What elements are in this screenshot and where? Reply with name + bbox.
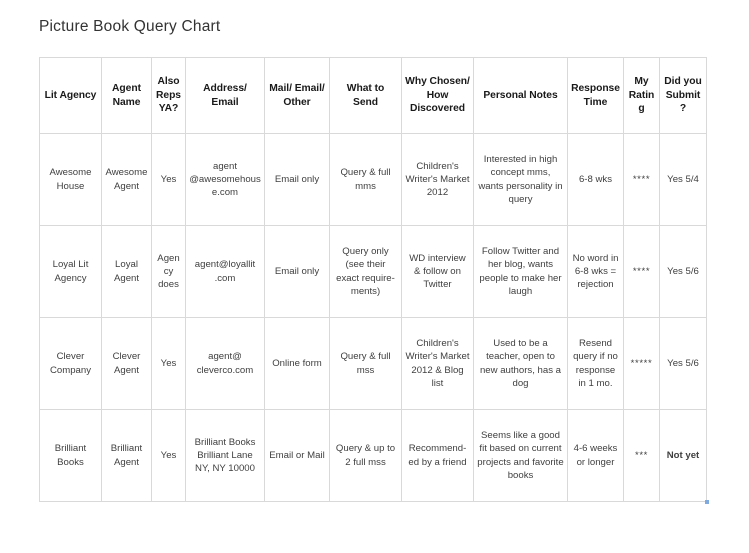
cell-also-reps-ya[interactable]: Yes (152, 318, 186, 410)
query-table-container (39, 57, 706, 502)
cell-also-reps-ya[interactable]: Yes (152, 410, 186, 502)
cell-did-you-submit[interactable]: Yes 5/6 (660, 318, 707, 410)
cell-what-to-send[interactable]: Query & up to 2 full mss (330, 410, 402, 502)
table-row (40, 134, 707, 226)
cell-why-chosen[interactable]: Recommend-ed by a friend (402, 410, 474, 502)
column-header-address-email[interactable]: Address/ Email (186, 58, 265, 134)
cell-agent-name[interactable]: Awesome Agent (102, 134, 152, 226)
column-header-why-chosen[interactable]: Why Chosen/ How Discovered (402, 58, 474, 134)
cell-my-rating[interactable]: **** (624, 226, 660, 318)
cell-lit-agency[interactable]: Clever Company (40, 318, 102, 410)
column-header-my-rating[interactable]: My Rating (624, 58, 660, 134)
cell-also-reps-ya[interactable]: Agency does (152, 226, 186, 318)
cell-personal-notes[interactable]: Interested in high concept mms, wants personality in query (474, 134, 568, 226)
table-header-row (40, 58, 707, 134)
column-header-personal-notes[interactable]: Personal Notes (474, 58, 568, 134)
cell-lit-agency[interactable]: Brilliant Books (40, 410, 102, 502)
cell-did-you-submit[interactable]: Yes 5/6 (660, 226, 707, 318)
cell-mail-email-other[interactable]: Email only (265, 134, 330, 226)
cell-personal-notes[interactable]: Follow Twitter and her blog, wants people to make her laugh (474, 226, 568, 318)
cell-personal-notes[interactable]: Seems like a good fit based on current projects and favorite books (474, 410, 568, 502)
cell-mail-email-other[interactable]: Online form (265, 318, 330, 410)
cell-why-chosen[interactable]: Children's Writer's Market 2012 (402, 134, 474, 226)
cell-my-rating[interactable]: *** (624, 410, 660, 502)
query-chart-table (39, 57, 707, 502)
column-header-agent-name[interactable]: Agent Name (102, 58, 152, 134)
cell-response-time[interactable]: 6-8 wks (568, 134, 624, 226)
cell-my-rating[interactable]: ***** (624, 318, 660, 410)
cell-lit-agency[interactable]: Loyal Lit Agency (40, 226, 102, 318)
cell-address-email[interactable]: agent @awesomehouse.com (186, 134, 265, 226)
cell-did-you-submit[interactable]: Yes 5/4 (660, 134, 707, 226)
cell-personal-notes[interactable]: Used to be a teacher, open to new authors, has a dog (474, 318, 568, 410)
cell-agent-name[interactable]: Clever Agent (102, 318, 152, 410)
cell-address-email[interactable]: agent@loyallit .com (186, 226, 265, 318)
column-header-also-reps-ya[interactable]: Also Reps YA? (152, 58, 186, 134)
column-header-response-time[interactable]: Response Time (568, 58, 624, 134)
cell-response-time[interactable]: 4-6 weeks or longer (568, 410, 624, 502)
cell-mail-email-other[interactable]: Email or Mail (265, 410, 330, 502)
cell-agent-name[interactable]: Loyal Agent (102, 226, 152, 318)
column-header-mail-email-other[interactable]: Mail/ Email/ Other (265, 58, 330, 134)
cell-what-to-send[interactable]: Query only (see their exact require-ments) (330, 226, 402, 318)
cell-response-time[interactable]: Resend query if no response in 1 mo. (568, 318, 624, 410)
cell-why-chosen[interactable]: Children's Writer's Market 2012 & Blog list (402, 318, 474, 410)
cell-mail-email-other[interactable]: Email only (265, 226, 330, 318)
cell-what-to-send[interactable]: Query & full mss (330, 318, 402, 410)
column-header-did-you-submit[interactable]: Did you Submit? (660, 58, 707, 134)
cell-my-rating[interactable]: **** (624, 134, 660, 226)
cell-also-reps-ya[interactable]: Yes (152, 134, 186, 226)
cell-response-time[interactable]: No word in 6-8 wks = rejection (568, 226, 624, 318)
cell-address-email[interactable]: Brilliant Books Brilliant Lane NY, NY 10000 (186, 410, 265, 502)
table-row (40, 410, 707, 502)
cell-what-to-send[interactable]: Query & full mms (330, 134, 402, 226)
page-title: Picture Book Query Chart (39, 18, 221, 35)
cell-address-email[interactable]: agent@ cleverco.com (186, 318, 265, 410)
cell-agent-name[interactable]: Brilliant Agent (102, 410, 152, 502)
column-header-lit-agency[interactable]: Lit Agency (40, 58, 102, 134)
table-row (40, 318, 707, 410)
column-header-what-to-send[interactable]: What to Send (330, 58, 402, 134)
cell-why-chosen[interactable]: WD interview & follow on Twitter (402, 226, 474, 318)
cell-lit-agency[interactable]: Awesome House (40, 134, 102, 226)
table-row (40, 226, 707, 318)
cell-did-you-submit-selected[interactable]: Not yet (660, 410, 707, 502)
